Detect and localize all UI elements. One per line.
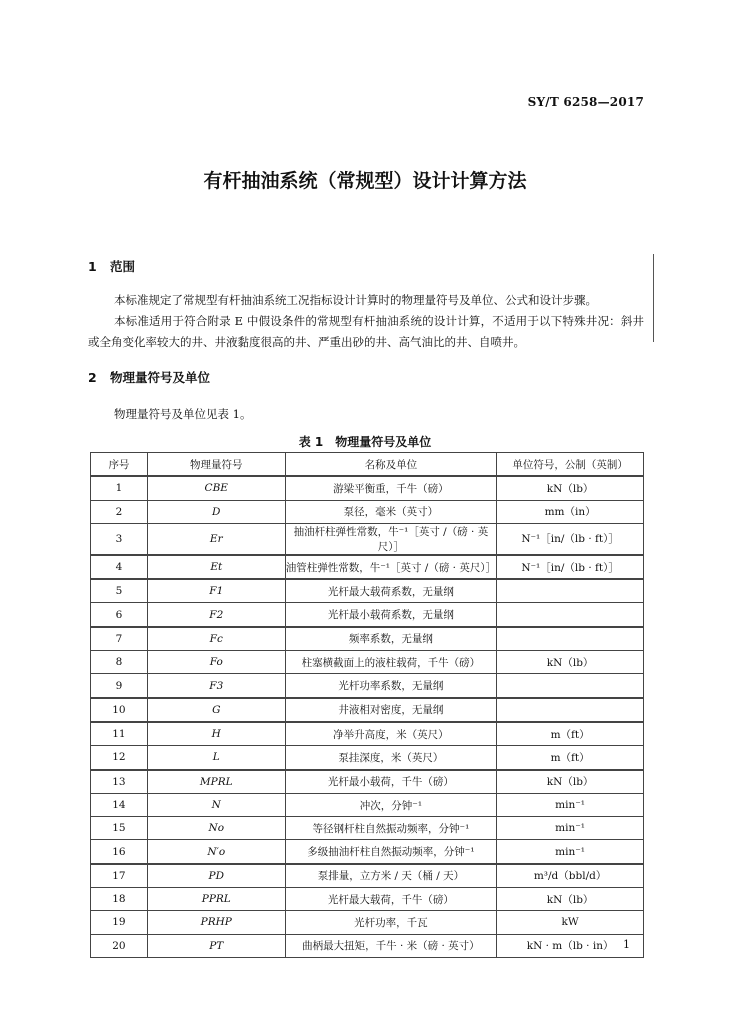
cell-seq: 18 [91, 888, 148, 911]
cell-seq: 10 [91, 698, 148, 722]
cell-seq: 15 [91, 817, 148, 840]
table-row [91, 793, 644, 816]
cell-name: 光杆功率系数，无量纲 [285, 674, 497, 698]
cell-unit [497, 698, 644, 722]
section-2-heading [88, 368, 210, 386]
table-row [91, 911, 644, 934]
cell-symbol: PPRL [147, 888, 285, 911]
table-row [91, 770, 644, 794]
cell-name: 光杆最小载荷系数，无量纲 [285, 603, 497, 627]
cell-seq: 16 [91, 840, 148, 864]
section-title: 范围 [110, 259, 136, 274]
table-row [91, 627, 644, 651]
cell-symbol: MPRL [147, 770, 285, 794]
table-row [91, 651, 644, 674]
table-row [91, 746, 644, 770]
section-title: 物理量符号及单位 [110, 370, 211, 385]
cell-symbol: Er [147, 523, 285, 555]
cell-seq: 8 [91, 651, 148, 674]
cell-name: 柱塞横截面上的液柱载荷，千牛（磅） [285, 651, 497, 674]
cell-unit: m（ft） [497, 746, 644, 770]
standard-number: SY/T 6258—2017 [527, 95, 644, 109]
cell-name: 光杆最大载荷系数，无量纲 [285, 579, 497, 603]
cell-name: 泵挂深度，米（英尺） [285, 746, 497, 770]
cell-unit [497, 627, 644, 651]
scope-paragraph-1: 本标准规定了常规型有杆抽油系统工况指标设计计算时的物理量符号及单位、公式和设计步骤。 [114, 293, 597, 307]
cell-unit: m³/d（bbl/d） [497, 864, 644, 888]
cell-seq: 3 [91, 523, 148, 555]
cell-unit: kN（lb） [497, 888, 644, 911]
cell-seq: 7 [91, 627, 148, 651]
table-row [91, 840, 644, 864]
section-1-heading [88, 257, 135, 275]
table-caption: 表 1 物理量符号及单位 [298, 435, 432, 449]
cell-unit: min⁻¹ [497, 840, 644, 864]
header-symbol: 物理量符号 [147, 453, 285, 477]
cell-symbol: F2 [147, 603, 285, 627]
table-row [91, 523, 644, 555]
cell-unit: kW [497, 911, 644, 934]
cell-name: 频率系数，无量纲 [285, 627, 497, 651]
symbols-intro-paragraph: 物理量符号及单位见表 1。 [114, 407, 252, 421]
cell-unit: kN（lb） [497, 476, 644, 500]
section-number: 1 [88, 259, 97, 274]
cell-unit: kN · m（lb · in） [497, 934, 644, 957]
cell-symbol: PD [147, 864, 285, 888]
table-row [91, 476, 644, 500]
symbols-table [90, 452, 644, 958]
cell-unit: m（ft） [497, 722, 644, 746]
document-title: 有杆抽油系统（常规型）设计计算方法 [203, 170, 527, 192]
cell-seq: 20 [91, 934, 148, 957]
page-number: 1 [623, 938, 630, 951]
cell-seq: 9 [91, 674, 148, 698]
cell-symbol: CBE [147, 476, 285, 500]
cell-name: 光杆最小载荷，千牛（磅） [285, 770, 497, 794]
table-row [91, 817, 644, 840]
cell-seq: 4 [91, 555, 148, 579]
cell-symbol: PRHP [147, 911, 285, 934]
table-row [91, 500, 644, 523]
header-seq: 序号 [91, 453, 148, 477]
cell-symbol: Et [147, 555, 285, 579]
cell-symbol: PT [147, 934, 285, 957]
cell-symbol: Fc [147, 627, 285, 651]
header-unit: 单位符号，公制（英制） [497, 453, 644, 477]
table-row [91, 864, 644, 888]
cell-unit: mm（in） [497, 500, 644, 523]
cell-name: 抽油杆柱弹性常数，牛⁻¹［英寸 /（磅 · 英尺）］ [285, 523, 497, 555]
cell-name: 光杆功率，千瓦 [285, 911, 497, 934]
cell-unit: N⁻¹［in/（lb · ft）］ [497, 555, 644, 579]
table-row [91, 579, 644, 603]
cell-unit: kN（lb） [497, 770, 644, 794]
table-row [91, 722, 644, 746]
cell-symbol: G [147, 698, 285, 722]
cell-name: 净举升高度，米（英尺） [285, 722, 497, 746]
table-row [91, 888, 644, 911]
table-row [91, 674, 644, 698]
cell-unit: min⁻¹ [497, 793, 644, 816]
cell-name: 等径钢杆柱自然振动频率，分钟⁻¹ [285, 817, 497, 840]
cell-name: 光杆最大载荷，千牛（磅） [285, 888, 497, 911]
cell-seq: 12 [91, 746, 148, 770]
section-number: 2 [88, 370, 97, 385]
table-header-row [91, 453, 644, 477]
cell-symbol: Fo [147, 651, 285, 674]
cell-name: 多级抽油杆柱自然振动频率，分钟⁻¹ [285, 840, 497, 864]
cell-symbol: L [147, 746, 285, 770]
cell-unit [497, 603, 644, 627]
table-row [91, 555, 644, 579]
cell-symbol: No [147, 817, 285, 840]
cell-name: 泵排量，立方米 / 天（桶 / 天） [285, 864, 497, 888]
cell-symbol: N′o [147, 840, 285, 864]
cell-name: 游梁平衡重，千牛（磅） [285, 476, 497, 500]
cell-unit: N⁻¹［in/（lb · ft）］ [497, 523, 644, 555]
cell-unit [497, 674, 644, 698]
cell-unit: min⁻¹ [497, 817, 644, 840]
cell-unit [497, 579, 644, 603]
cell-seq: 17 [91, 864, 148, 888]
cell-symbol: F1 [147, 579, 285, 603]
cell-unit: kN（lb） [497, 651, 644, 674]
cell-symbol: D [147, 500, 285, 523]
table-row [91, 603, 644, 627]
cell-symbol: F3 [147, 674, 285, 698]
change-bar [653, 254, 654, 342]
cell-name: 曲柄最大扭矩，千牛 · 米（磅 · 英寸） [285, 934, 497, 957]
cell-seq: 14 [91, 793, 148, 816]
cell-seq: 5 [91, 579, 148, 603]
cell-symbol: H [147, 722, 285, 746]
cell-name: 泵径，毫米（英寸） [285, 500, 497, 523]
cell-seq: 13 [91, 770, 148, 794]
table-row [91, 934, 644, 957]
cell-symbol: N [147, 793, 285, 816]
cell-seq: 1 [91, 476, 148, 500]
cell-seq: 2 [91, 500, 148, 523]
scope-paragraph-2: 本标准适用于符合附录 E 中假设条件的常规型有杆抽油系统的设计计算，不适用于以下特殊井况：斜井或全角变化率较大的井、井液黏度很高的井、严重出砂的井、高气油比的井、自喷井。 [88, 314, 644, 349]
cell-name: 油管柱弹性常数，牛⁻¹［英寸 /（磅 · 英尺）］ [285, 555, 497, 579]
header-name: 名称及单位 [285, 453, 497, 477]
cell-seq: 11 [91, 722, 148, 746]
cell-name: 井液相对密度，无量纲 [285, 698, 497, 722]
cell-seq: 19 [91, 911, 148, 934]
table-row [91, 698, 644, 722]
cell-name: 冲次，分钟⁻¹ [285, 793, 497, 816]
cell-seq: 6 [91, 603, 148, 627]
